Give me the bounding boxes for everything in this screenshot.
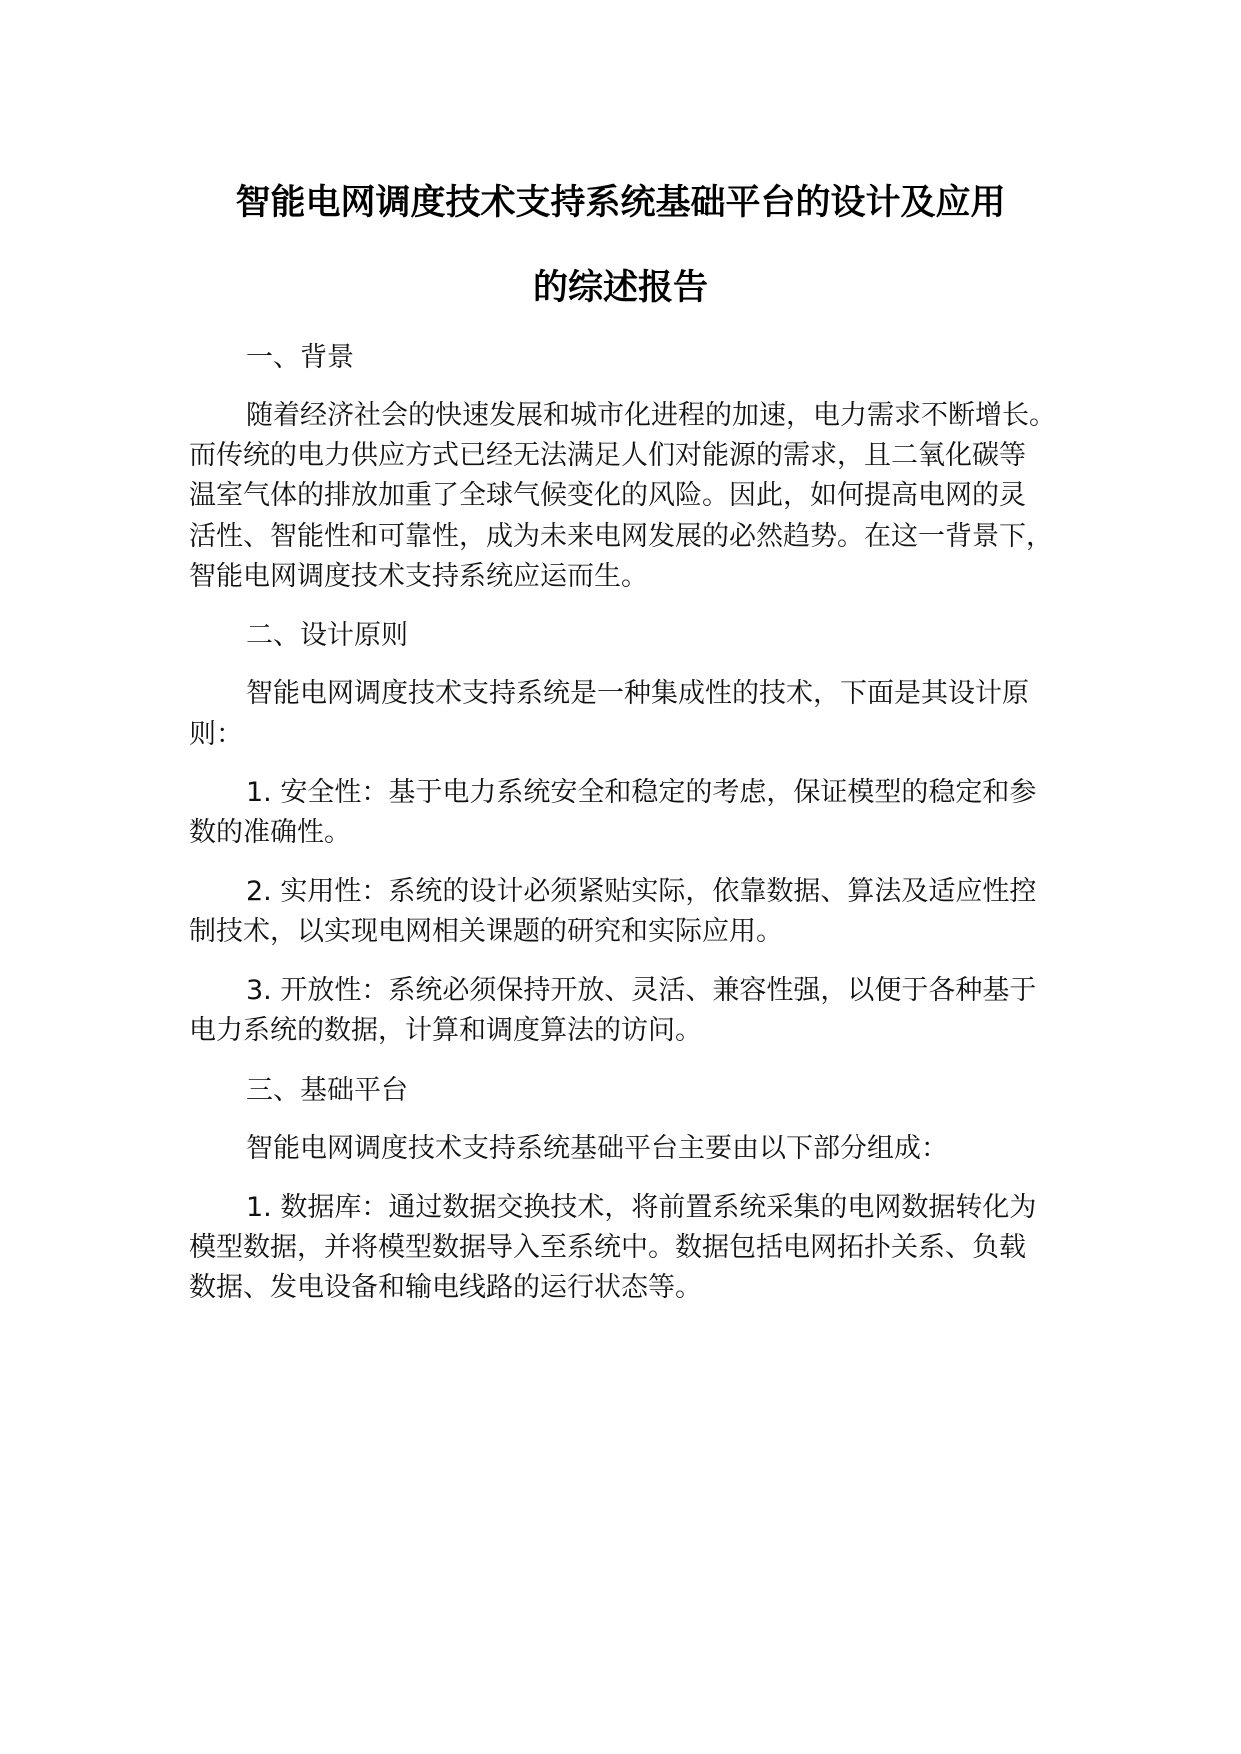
section-heading-background: 一、背景 [246, 342, 354, 373]
paragraph-line: 温室气体的排放加重了全球气候变化的风险。因此，如何提高电网的灵 [189, 480, 1026, 511]
document-title-line2: 的综述报告 [532, 268, 708, 308]
paragraph-line: 活性、智能性和可靠性，成为未来电网发展的必然趋势。在这一背景下， [189, 521, 1053, 552]
paragraph-line: 智能电网调度技术支持系统基础平台主要由以下部分组成： [246, 1133, 948, 1164]
list-item-line: 3. 开放性：系统必须保持开放、灵活、兼容性强，以便于各种基于 [246, 975, 1037, 1006]
list-item-line: 1. 数据库：通过数据交换技术，将前置系统采集的电网数据转化为 [246, 1192, 1037, 1223]
list-item-line: 2. 实用性：系统的设计必须紧贴实际，依靠数据、算法及适应性控 [246, 876, 1037, 907]
list-item-line: 模型数据，并将模型数据导入至系统中。数据包括电网拓扑关系、负载 [189, 1232, 1026, 1263]
paragraph-line: 而传统的电力供应方式已经无法满足人们对能源的需求，且二氧化碳等 [189, 440, 1026, 471]
list-item-line: 制技术，以实现电网相关课题的研究和实际应用。 [189, 916, 783, 947]
list-item-line: 电力系统的数据，计算和调度算法的访问。 [189, 1015, 702, 1046]
list-item-line: 1. 安全性：基于电力系统安全和稳定的考虑，保证模型的稳定和参 [246, 777, 1037, 808]
section-heading-platform: 三、基础平台 [246, 1075, 408, 1106]
paragraph-line: 则： [189, 719, 243, 750]
paragraph-line: 智能电网调度技术支持系统应运而生。 [189, 561, 648, 592]
paragraph-line: 智能电网调度技术支持系统是一种集成性的技术，下面是其设计原 [246, 678, 1029, 709]
list-item-line: 数据、发电设备和输电线路的运行状态等。 [189, 1272, 702, 1303]
list-item-line: 数的准确性。 [189, 817, 351, 848]
section-heading-principles: 二、设计原则 [246, 620, 408, 651]
document-title-line1: 智能电网调度技术支持系统基础平台的设计及应用 [235, 183, 1006, 223]
paragraph-line: 随着经济社会的快速发展和城市化进程的加速，电力需求不断增长。 [246, 400, 1056, 431]
